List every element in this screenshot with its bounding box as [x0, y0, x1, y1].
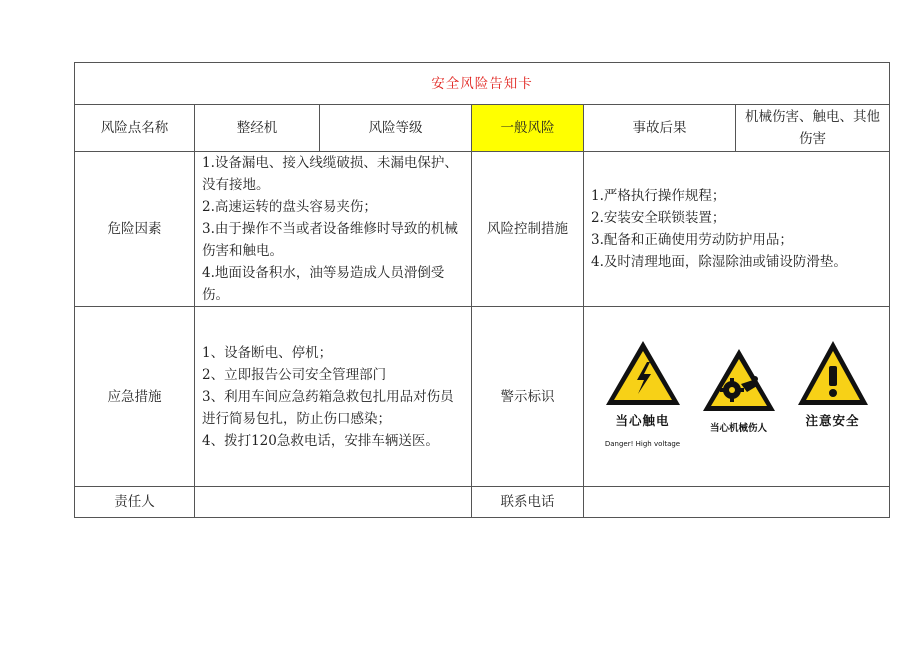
control-item: 4.及时清理地面，除湿除油或铺设防滑垫。: [591, 254, 847, 270]
emergency-label: 应急措施: [75, 307, 195, 487]
sign-electric: [604, 338, 682, 455]
control-label: 风险控制措施: [472, 152, 584, 307]
card-title: 安全风险告知卡: [75, 63, 890, 105]
emergency-list: [195, 307, 472, 487]
consequence-label: 事故后果: [584, 105, 736, 152]
hazard-item: 2.高速运转的盘头容易夹伤；: [202, 199, 377, 215]
hazard-list: [195, 152, 472, 307]
emergency-item: 4、拨打120急救电话，安排车辆送医。: [202, 432, 439, 449]
electric-shock-icon: [604, 338, 682, 408]
emergency-item: 2、立即报告公司安全管理部门: [202, 366, 387, 383]
hazard-item: 4.地面设备积水，油等易造成人员滑倒受伤。: [202, 265, 445, 303]
warning-signs: [588, 338, 885, 455]
sign-caption: 当心机械伤人: [710, 423, 768, 434]
sign-caption: 当心触电: [615, 413, 670, 428]
phone-value: [584, 487, 890, 518]
mechanical-injury-icon: [701, 346, 777, 414]
control-item: 1.严格执行操作规程；: [591, 188, 726, 204]
hazard-item: 1.设备漏电、接入线缆破损、未漏电保护、没有接地。: [202, 155, 458, 193]
responsible-label: 责任人: [75, 487, 195, 518]
sign-caution: [796, 338, 870, 432]
risk-notice-card: [74, 62, 890, 518]
emergency-item: 3、利用车间应急药箱急救包扎用品对伤员进行简易包扎，防止伤口感染；: [202, 388, 454, 427]
exclamation-icon: [796, 338, 870, 408]
phone-label: 联系电话: [472, 487, 584, 518]
warning-label: 警示标识: [472, 307, 584, 487]
risk-level-label: 风险等级: [320, 105, 472, 152]
warning-signs-cell: [584, 307, 890, 487]
sign-caption: 注意安全: [805, 413, 860, 428]
consequence-value: 机械伤害、触电、其他伤害: [736, 105, 890, 152]
risk-level-value: 一般风险: [472, 105, 584, 152]
control-item: 2.安装安全联锁装置；: [591, 210, 726, 226]
sign-subcaption: Danger! High voltage: [604, 440, 681, 448]
responsible-value: [195, 487, 472, 518]
control-list: [584, 152, 890, 307]
control-item: 3.配备和正确使用劳动防护用品；: [591, 232, 793, 248]
sign-mechanical: [701, 346, 777, 440]
hazard-item: 3.由于操作不当或者设备维修时导致的机械伤害和触电。: [202, 221, 458, 259]
emergency-item: 1、设备断电、停机；: [202, 344, 333, 361]
risk-point-label: 风险点名称: [75, 105, 195, 152]
hazard-label: 危险因素: [75, 152, 195, 307]
risk-point-value: 整经机: [195, 105, 320, 152]
